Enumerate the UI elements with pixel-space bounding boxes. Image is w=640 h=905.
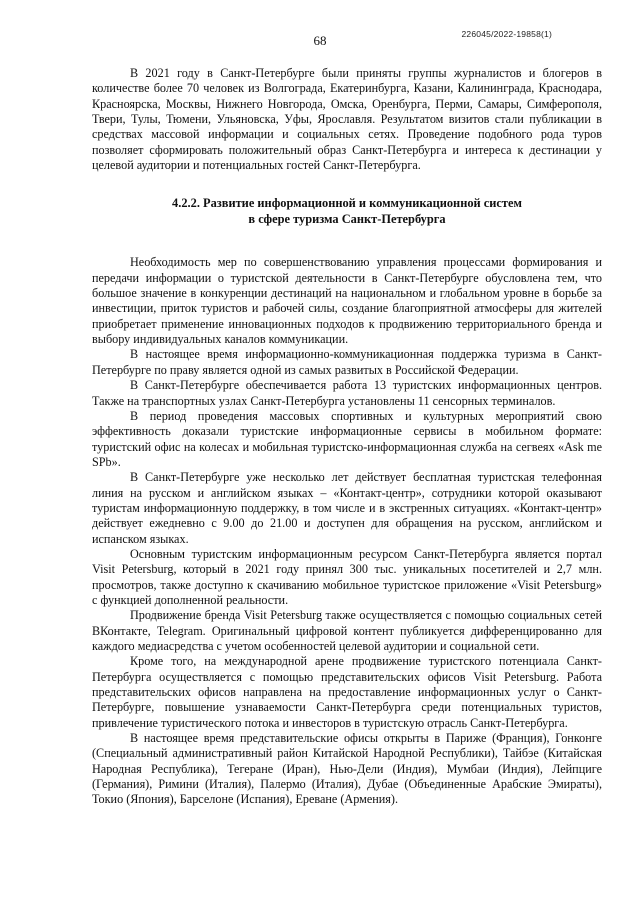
intro-paragraph: В 2021 году в Санкт-Петербурге были приняты группы журналистов и блогеров в количестве более 70 человек из Волгограда, Екатеринбурга, Казани, Калининграда, Краснодара, Красноярска, Москвы, Нижнего Новгорода, Омска, Оренбурга, Перми, Самары, Симферополя, Твери, Тулы, Тюмени, Ульяновска, Уфы, Ярославля. Результатом визитов стали публикации в средствах массовой информации и социальных сетях. Проведение подобного рода туров позволяет сформировать положительный образ Санкт-Петербурга и интереса к дестинации у целевой аудитории и потенциальных гостей Санкт-Петербурга. xyxy=(92,66,602,173)
paragraph-info-management-necessity: Необходимость мер по совершенствованию управления процессами формирования и передачи информации о туристской деятельности в Санкт-Петербурге обусловлена тем, что большое значение в конкуренции дестинаций на национальном и глобальном уровне в борьбе за инвестиции, приток туристов и рабочей силы, создание благоприятной атмосферы для жителей приобретает применение инновационных подходов к продвижению территориального бренда и выбору индивидуальных каналов коммуникации. xyxy=(92,255,602,347)
paragraph-visit-petersburg-portal: Основным туристским информационным ресурсом Санкт-Петербурга является портал Visit Petersburg, который в 2021 году принял 300 тыс. уникальных посетителей и 2,7 млн. просмотров, также доступно к скачиванию мобильное туристское приложение «Visit Petersburg» с функцией дополненной реальности. xyxy=(92,546,602,607)
page-number: 68 xyxy=(313,33,327,48)
paragraph-office-locations: В настоящее время представительские офисы открыты в Париже (Франция), Гонконге (Специальный административный район Китайской Народной Республики), Тайбэе (Китайская Народная Республика), Тегеране (Иран), Нью-Дели (Индия), Мумбаи (Индия), Лейпциге (Германия), Римини (Италия), Палермо (Италия), Дубае (Объединенные Арабские Эмираты), Токио (Япония), Барселоне (Испания), Ереване (Армения). xyxy=(92,731,602,807)
paragraph-representative-offices: Кроме того, на международной арене продвижение туристского потенциала Санкт-Петербурга осуществляется с помощью представительских офисов Visit Petersburg. Работа представительских офисов направлена на предоставление информационных услуг о Санкт-Петербурге, повышение узнаваемости Санкт-Петербурга среди потенциальных туристов, привлечение туристического потока и инвесторов в туристскую отрасль Санкт-Петербурга. xyxy=(92,654,602,730)
section-heading-line-2: в сфере туризма Санкт-Петербурга xyxy=(248,211,446,226)
paragraph-mobile-services: В период проведения массовых спортивных и культурных мероприятий свою эффективность доказали туристские информационные сервисы в мобильном формате: туристский офис на колесах и мобильная туристско-информационная служба на сегвеях «Ask me SPb». xyxy=(92,408,602,469)
paragraph-ict-support: В настоящее время информационно-коммуникационная поддержка туризма в Санкт-Петербурге по праву является одной из самых развитых в Российской Федерации. xyxy=(92,347,602,377)
paragraph-social-networks: Продвижение бренда Visit Petersburg также осуществляется с помощью социальных сетей ВКонтакте, Telegram. Оригинальный цифровой контент публикуется дифференцированно для каждого медиасредства с учетом особенностей целевой аудитории и социальной сети. xyxy=(92,608,602,653)
paragraph-contact-center: В Санкт-Петербурге уже несколько лет действует бесплатная туристская телефонная линия на русском и английском языках – «Контакт-центр», сотрудники которой оказывают туристам информационную поддержку, в том числе и в экстренных ситуациях. «Контакт-центр» действует ежедневно с 9.00 до 21.00 и доступен для обращения на русском, английском и испанском языках. xyxy=(92,470,602,546)
section-heading-line-1: 4.2.2. Развитие информационной и коммуникационной систем xyxy=(172,196,522,211)
document-body xyxy=(92,66,602,808)
document-registration-number: 226045/2022-19858(1) xyxy=(461,29,552,39)
section-heading xyxy=(92,196,602,227)
paragraph-info-centers: В Санкт-Петербурге обеспечивается работа 13 туристских информационных центров. Также на транспортных узлах Санкт-Петербурга установлены 11 сенсорных терминалов. xyxy=(92,378,602,408)
